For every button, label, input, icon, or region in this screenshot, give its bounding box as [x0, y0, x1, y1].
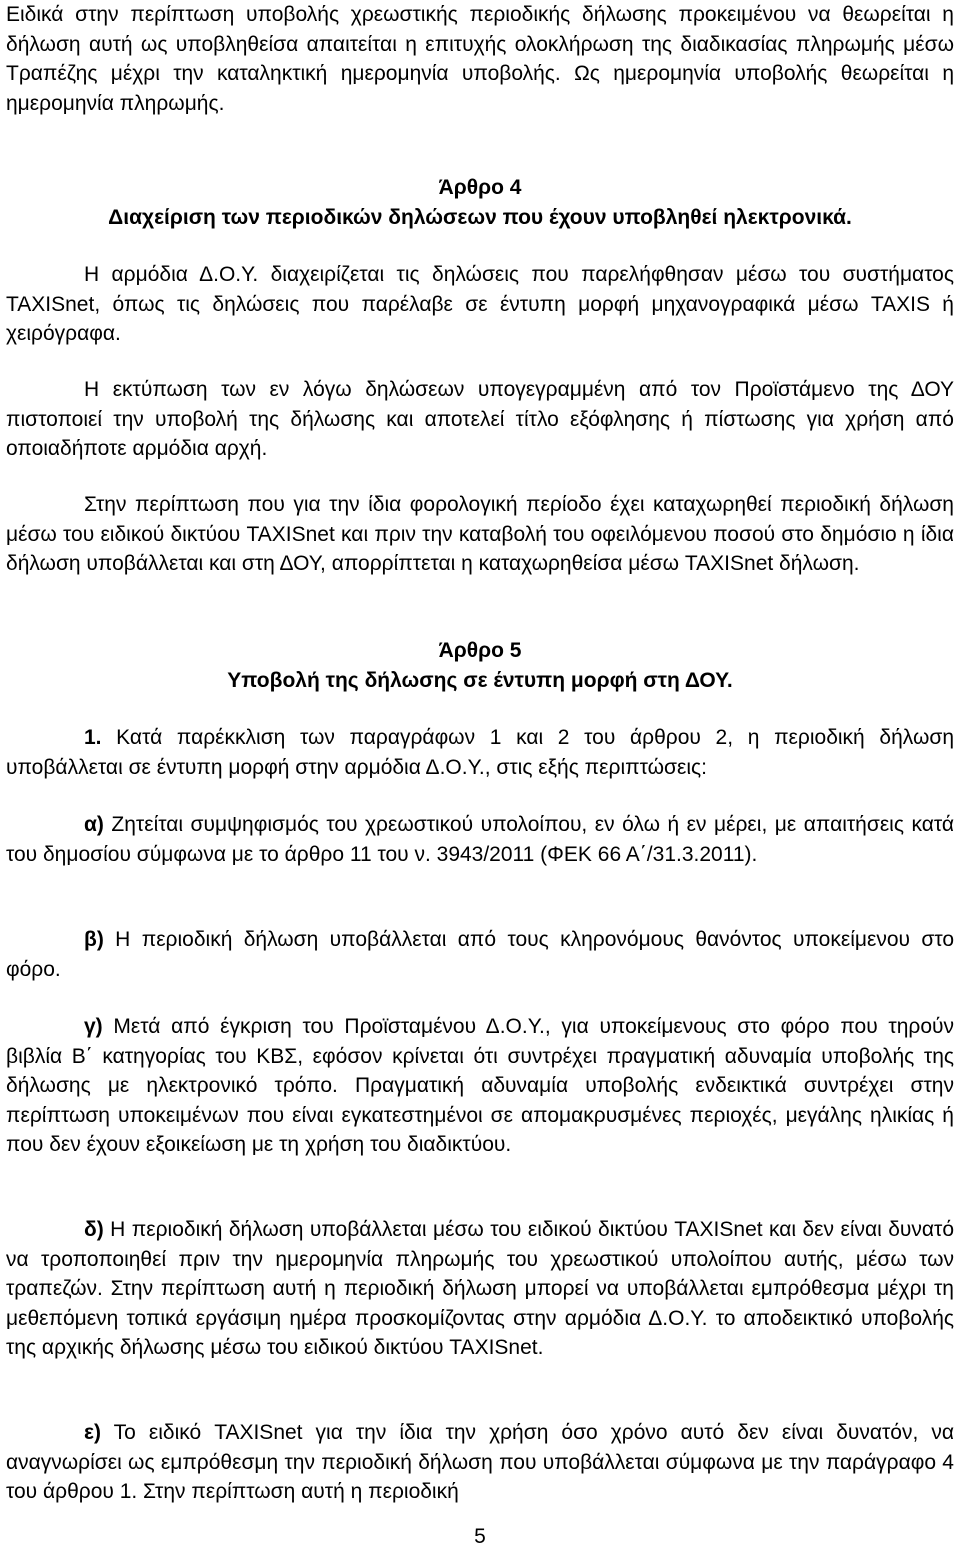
article-4-paragraph-2: Η εκτύπωση των εν λόγω δηλώσεων υπογεγραμμένη από τον Προϊστάμενο της ΔΟΥ πιστοποιεί την υποβολή της δήλωσης και αποτελεί τίτλο εξόφλησης ή πίστωσης για χρήση από οποιαδήποτε αρμόδια αρχή. [6, 378, 954, 460]
article-5-item-c [6, 1012, 954, 1160]
article-4-paragraph-1: Η αρμόδια Δ.Ο.Υ. διαχειρίζεται τις δηλώσεις που παρελήφθησαν μέσω του συστήματος TAXISnet, όπως τις δηλώσεις που παρέλαβε σε έντυπη μορφή μηχανογραφικά μέσω TAXIS ή χειρόγραφα. [6, 263, 954, 345]
article-5-item-b [6, 925, 954, 984]
item-e-marker: ε) [84, 1421, 101, 1444]
item-a-marker: α) [84, 813, 104, 836]
item-b-marker: β) [84, 928, 104, 951]
item-b-text: Η περιοδική δήλωση υποβάλλεται από τους κληρονόμους θανόντος υποκείμενου στο φόρο. [6, 928, 954, 981]
article-5-title: Υποβολή της δήλωσης σε έντυπη μορφή στη ΔΟΥ. [227, 669, 733, 692]
item-c-text: Μετά από έγκριση του Προϊσταμένου Δ.Ο.Υ., για υποκείμενους στο φόρο που τηρούν βιβλία Β΄ κατηγορίας του ΚΒΣ, εφόσον κρίνεται ότι συντρέχει πραγματική αδυναμία υποβολής της δήλωσης με ηλεκτρονικό τρόπο. Πραγματική αδυναμία υποβολής ενδεικτικά συντρέχει στην περίπτωση υποκειμένων που είναι εγκατεστημένοι σε απομακρυσμένες περιοχές, μεγάλης ηλικίας ή που δεν έχουν εξοικείωση με τη χρήση του διαδικτύου. [6, 1015, 954, 1156]
article-5-item-e [6, 1418, 954, 1507]
article-5-item-1 [6, 723, 954, 782]
article-4-title: Διαχείριση των περιοδικών δηλώσεων που έχουν υποβληθεί ηλεκτρονικά. [108, 206, 852, 229]
article-4-paragraph-3: Στην περίπτωση που για την ίδια φορολογική περίοδο έχει καταχωρηθεί περιοδική δήλωση μέσω του ειδικού δικτύου TAXISnet και πριν την καταβολή του οφειλόμενου ποσού στο δημόσιο η ίδια δήλωση υποβάλλεται και στη ΔΟΥ, απορρίπτεται η καταχωρηθείσα μέσω TAXISnet δήλωση. [6, 493, 954, 575]
article-5-item-d [6, 1215, 954, 1363]
article-4-heading: Άρθρο 4 [438, 176, 522, 199]
item-1-text: Κατά παρέκκλιση των παραγράφων 1 και 2 του άρθρου 2, η περιοδική δήλωση υποβάλλεται σε έντυπη μορφή στην αρμόδια Δ.Ο.Υ., στις εξής περιπτώσεις: [6, 726, 954, 779]
item-d-text: Η περιοδική δήλωση υποβάλλεται μέσω του ειδικού δικτύου TAXISnet και δεν είναι δυνατό να τροποποιηθεί πριν την ημερομηνία πληρωμής του χρεωστικού υπολοίπου αυτής, μέσω των τραπεζών. Στην περίπτωση αυτή η περιοδική δήλωση μπορεί να υποβάλλεται εμπρόθεσμα μέχρι τη μεθεπόμενη τοπικά εργάσιμη ημέρα προσκομίζοντας στην αρμόδια Δ.Ο.Υ. το αποδεικτικό υποβολής της αρχικής δήλωσης μέσω του ειδικού δικτύου TAXISnet. [6, 1218, 955, 1359]
item-c-marker: γ) [84, 1015, 103, 1038]
item-a-text: Ζητείται συμψηφισμός του χρεωστικού υπολοίπου, εν όλω ή εν μέρει, με απαιτήσεις κατά του δημοσίου σύμφωνα με το άρθρο 11 του ν. 3943/2011 (ΦΕΚ 66 Α΄/31.3.2011). [6, 813, 954, 866]
intro-paragraph: Ειδικά στην περίπτωση υποβολής χρεωστικής περιοδικής δήλωσης προκειμένου να θεωρείται η δήλωση αυτή ως υποβληθείσα απαιτείται η επιτυχής ολοκλήρωση της διαδικασίας πληρωμής μέσω Τραπέζης μέχρι την καταληκτική ημερομηνία υποβολής. Ως ημερομηνία υποβολής θεωρείται η ημερομηνία πληρωμής. [6, 3, 954, 115]
article-5-heading: Άρθρο 5 [438, 639, 522, 662]
page-number: 5 [474, 1525, 486, 1548]
item-1-marker: 1. [84, 726, 102, 749]
article-5-item-a [6, 810, 954, 869]
item-e-text: Το ειδικό TAXISnet για την ίδια την χρήση όσο χρόνο αυτό δεν είναι δυνατόν, να αναγνωρίσει ως εμπρόθεσμη την περιοδική δήλωση που υποβάλλεται σύμφωνα με την παράγραφο 4 του άρθρου 1. Στην περίπτωση αυτή η περιοδική [6, 1421, 954, 1503]
item-d-marker: δ) [84, 1218, 104, 1241]
